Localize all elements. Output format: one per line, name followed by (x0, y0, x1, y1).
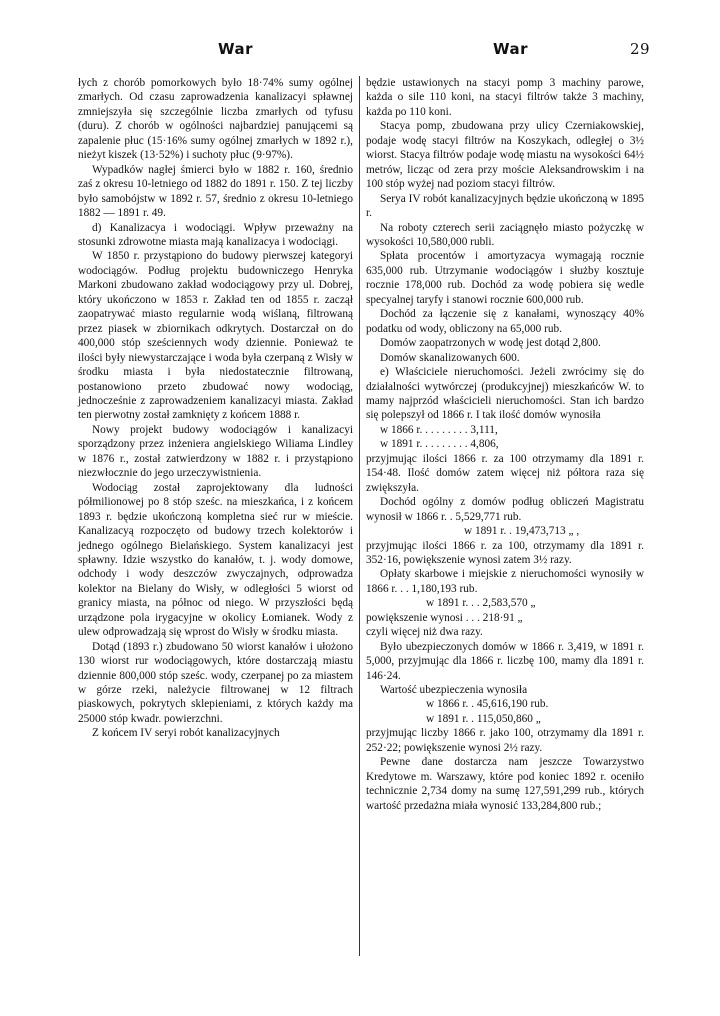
paragraph: Opłaty skarbowe i miejskie z nieruchomości wynosiły w 1866 r. . . 1,180,193 rub. (366, 568, 644, 595)
paragraph: Serya IV robót kanalizacyjnych będzie ukończoną w 1895 r. (366, 192, 644, 220)
paragraph: czyli więcej niż dwa razy. (366, 626, 483, 639)
table-line: w 1891 r. . 115,050,860 „ (426, 712, 541, 725)
paragraph: Na roboty czterech serii zaciągnęło miasto pożyczkę w wysokości 10,580,000 rubli. (366, 221, 644, 248)
paragraph: Wodociąg został zaprojektowany dla ludności półmilionowej po 8 stóp sześc. na mieszkańca, i z końcem 1893 r. będzie ukończoną kompletna sieć rur w mieście. Kanalizacyą rozpoczęto od budowy trzech kolektorów i jednego ogólnego Bielańskiego. System kanalizacyi jest spławny. Idzie wszystko do kanałów, t. j. wody domowe, odchody i wody deszczów zwyczajnych, odprowadza kolektor na Bielany do Wisły, w odległości 5 wiorst od granicy miasta, na północ od niego. W przyszłości będą urządzone pola irygacyjne w okolicy Łomianek. Wody z ulew odprowadzają się wprost do Wisły w środku miasta. (78, 481, 353, 639)
paragraph: Dochód ogólny z domów podług obliczeń Magistratu wynosił w 1866 r. . 5,529,771 rub. (366, 496, 644, 523)
paragraph: przyjmując ilości 1866 r. za 100 otrzymamy dla 1891 r. 154·48. Ilość domów zatem więcej niż półtora raza się zwiększyła. (366, 452, 644, 494)
paragraph: W 1850 r. przystąpiono do budowy pierwszej kategoryi wodociągów. Podług projektu budowniczego Henryka Markoni zbudowano zakład wodociągowy przy ul. Dobrej, który ukończono w 1853 r. Zakład ten od 1855 r. zaczął zaopatrywać miasto regularnie wodą wiślaną, filtrowaną przez piasek w zbiornikach odkrytych. Dostarczał on do 400,000 stóp sześciennych wody dziennie. Ponieważ te ilości były niewystarczające i woda była czerpaną z Wisły w środku miasta i była niedostatecznie filtrowaną, postanowiono przeto zbudować nowy wodociąg, jednocześnie z zaprowadzeniem kanalizacyi miasta. Zakład ten pierwotny został zamknięty z końcem 1888 r. (78, 250, 353, 422)
table-line: w 1866 r. . 45,616,190 rub. (426, 698, 549, 711)
right-column (366, 76, 644, 813)
table-line: powiększenie wynosi . . . 218·91 „ (366, 611, 523, 624)
page-number: 29 (630, 40, 651, 58)
paragraph: przyjmując ilości 1866 r. za 100, otrzymamy dla 1891 r. 352·16, powiększenie wynosi zatem 3½ razy. (366, 539, 644, 566)
paragraph: Nowy projekt budowy wodociągów i kanalizacyi sporządzony przez inżeniera angielskiego Wiliama Lindley w 1876 r., został zatwierdzony w 1882 r. i przystąpiono niezwłocznie do jego urzeczywistnienia. (78, 423, 353, 480)
table-line: w 1866 r. . . . . . . . . 3,111, (380, 423, 498, 436)
paragraph: Dotąd (1893 r.) zbudowano 50 wiorst kanałów i ułożono 130 wiorst rur wodociągowych, które dostarczają miastu dziennie 800,000 stóp sześc. wody, czerpanej po za miastem w górze rzeki, należycie filtrowanej w 12 filtrach piaskowych, pokrytych sklepieniami, z których każdy ma 25000 stóp kwadr. powierzchni. (78, 640, 353, 725)
paragraph: Wypadków nagłej śmierci było w 1882 r. 160, średnio zaś z okresu 10-letniego od 1882 do 1891 r. 150. Z tej liczby było samobójstw w 1892 r. 57, średnio z okresu 10-letniego 1882 — 1891 r. 49. (78, 163, 353, 220)
table-line: w 1891 r. . . 2,583,570 „ (426, 597, 536, 610)
paragraph: Pewne dane dostarcza nam jeszcze Towarzystwo Kredytowe m. Warszawy, które pod koniec 1892 r. oceniło technicznie 2,734 domy na sumę 127,591,299 rub., których wartość przedażna miała wynosić 133,284,800 rub.; (366, 756, 644, 812)
paragraph: Domów zaopatrzonych w wodę jest dotąd 2,800. (380, 337, 601, 350)
table-line: w 1891 r. . . . . . . . . 4,806, (380, 438, 499, 451)
paragraph: d) Kanalizacya i wodociągi. Wpływ przeważny na stosunki zdrowotne miasta mają kanalizacya i wodociągi. (78, 221, 353, 248)
paragraph: Z końcem IV seryi robót kanalizacyjnych (92, 727, 280, 740)
paragraph: Było ubezpieczonych domów w 1866 r. 3,419, w 1891 r. 5,000, przyjmując dla 1866 r. liczbę 100, mamy dla 1891 r. 146·24. (366, 640, 644, 682)
paragraph: będzie ustawionych na stacyi pomp 3 machiny parowe, każda o sile 110 koni, na stacyi filtrów także 3 machiny, każda po 110 koni. (366, 77, 644, 118)
paragraph: łych z chorób pomorkowych było 18·74% sumy ogólnej zmarłych. Od czasu zaprowadzenia kanalizacyi spławnej zmniejszyła się szczególnie liczba zmarłych od tyfusu (duru). Z chorób w ogólności najbardziej panującemi są zapalenie płuc (15·16% sumy ogólnej zmarłych w 1892 r.), nieżyt kiszek (13·52%) i suchoty płuc (9·97%). (78, 77, 353, 162)
left-column (78, 76, 353, 741)
paragraph: Dochód za łączenie się z kanałami, wynoszący 40% podatku od wody, obliczony na 65,000 rub. (366, 308, 644, 335)
paragraph: Domów skanalizowanych 600. (380, 351, 520, 364)
paragraph: Stacya pomp, zbudowana przy ulicy Czerniakowskiej, podaje wodę stacyi filtrów na Koszykach, odległej o 3½ wiorst. Stacya filtrów podaje wodę miastu na wysokości 64½ metrów, licząc od zera przy moście Aleksandrowskim i na 100 stóp wyżej nad poziom stacyi filtrów. (366, 120, 644, 191)
paragraph: e) Właściciele nieruchomości. Jeżeli zwrócimy się do działalności wytwórczej (produkcyjnej) mieszkańców W. to mamy najprzód właścicieli nieruchomości. Stan ich bardzo się polepszył od 1866 r. I tak ilość domów wynosiła (366, 366, 644, 422)
paragraph: przyjmując liczby 1866 r. jako 100, otrzymamy dla 1891 r. 252·22; powiększenie wynosi 2½ razy. (366, 727, 644, 754)
running-head-left: War (218, 40, 254, 58)
paragraph: Wartość ubezpieczenia wynosiła (380, 684, 528, 697)
column-divider (359, 76, 360, 956)
running-head-right: War (493, 40, 529, 58)
paragraph: Spłata procentów i amortyzacya wymagają rocznie 635,000 rub. Utrzymanie wodociągów i służby kosztuje rocznie 178,000 rub. Dochód za wodę pobiera się wedle specyalnej taryfy i stanowi rocznie 600,000 rub. (366, 250, 644, 306)
table-line: w 1891 r. . 19,473,713 „ , (464, 525, 580, 538)
